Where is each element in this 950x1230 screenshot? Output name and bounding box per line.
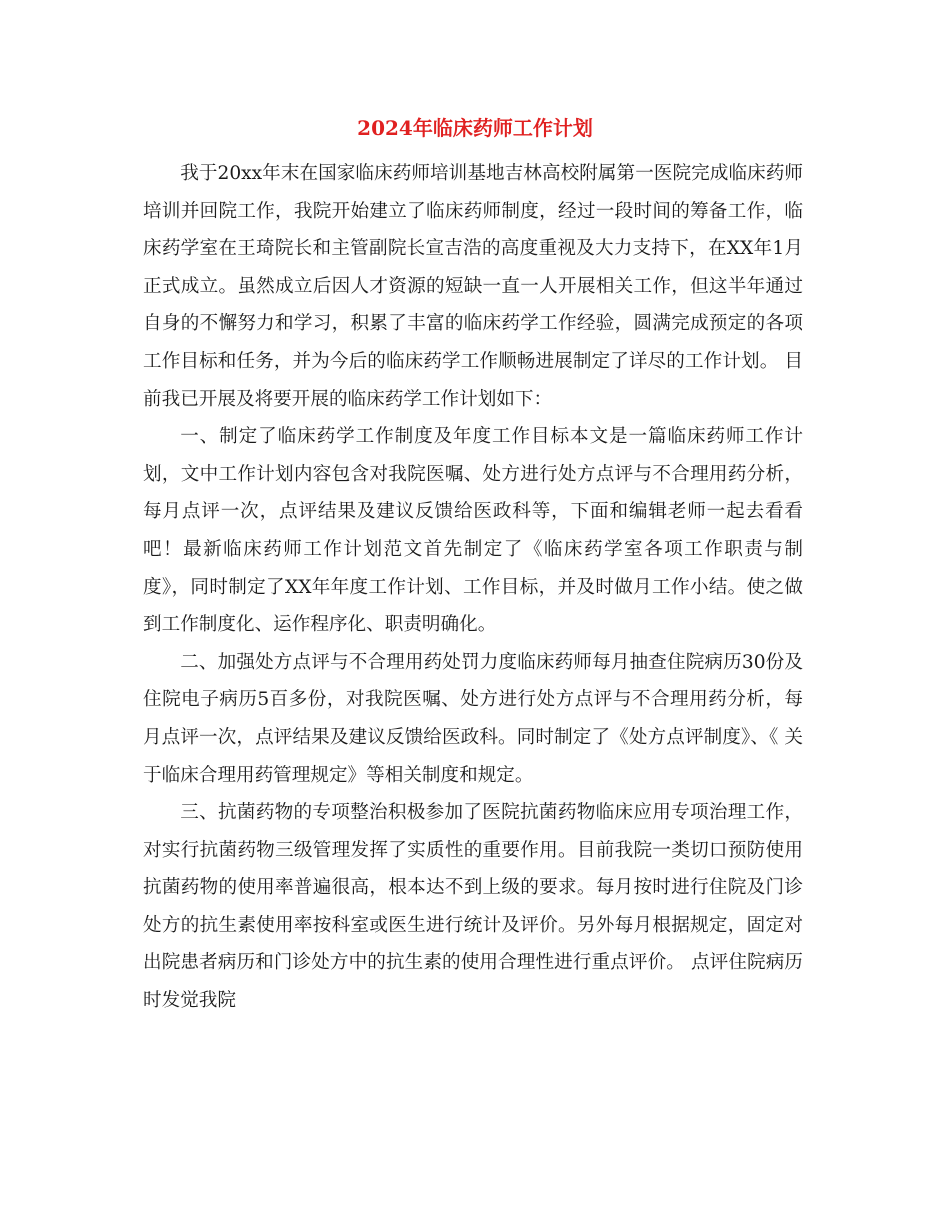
paragraph-section-2: 二、加强处方点评与不合理用药处罚力度临床药师每月抽查住院病历30份及住院电子病历5百多份，对我院医嘱、处方进行处方点评与不合理用药分析，每月点评一次，点评结果及建议反馈给医政科。同时制定了《处方点评制度》、《 关于临床合理用药管理规定》等相关制度和规定。 (143, 651, 803, 786)
paragraph-section-3: 三、抗菌药物的专项整治积极参加了医院抗菌药物临床应用专项治理工作，对实行抗菌药物三级管理发挥了实质性的重要作用。目前我院一类切口预防使用抗菌药物的使用率普遍很高，根本达不到上级的要求。每月按时进行住院及门诊处方的抗生素使用率按科室或医生进行统计及评价。另外每月根据规定，固定对出院患者病历和门诊处方中的抗生素的使用合理性进行重点评价。 点评住院病历时发觉我院 (143, 802, 803, 1012)
paragraph-section-1: 一、制定了临床药学工作制度及年度工作目标本文是一篇临床药师工作计划，文中工作计划内容包含对我院医嘱、处方进行处方点评与不合理用药分析，每月点评一次，点评结果及建议反馈给医政科等，下面和编辑老师一起去看看吧！最新临床药师工作计划范文首先制定了《临床药学室各项工作职责与制度》，同时制定了XX年年度工作计划、工作目标，并及时做月工作小结。使之做到工作制度化、运作程序化、职责明确化。 (143, 426, 803, 636)
paragraph-intro: 我于20xx年末在国家临床药师培训基地吉林高校附属第一医院完成临床药师培训并回院工作，我院开始建立了临床药师制度，经过一段时间的筹备工作，临床药学室在王琦院长和主管副院长宣吉浩的高度重视及大力支持下，在XX年1月正式成立。虽然成立后因人才资源的短缺一直一人开展相关工作，但这半年通过自身的不懈努力和学习，积累了丰富的临床药学工作经验，圆满完成预定的各项工作目标和任务，并为今后的临床药学工作顺畅进展制定了详尽的工作计划。 目前我已开展及将要开展的临床药学工作计划如下： (143, 163, 803, 410)
document-body (143, 155, 803, 1020)
document-title: 2024年临床药师工作计划 (357, 116, 593, 140)
